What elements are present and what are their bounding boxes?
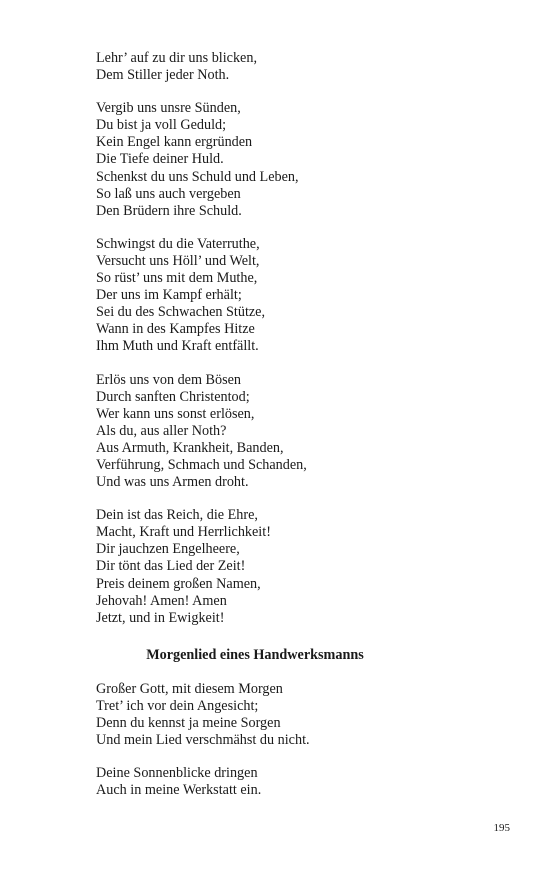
verse-line: Großer Gott, mit diesem Morgen: [96, 680, 283, 697]
verse-line: Den Brüdern ihre Schuld.: [96, 202, 242, 219]
verse-line: Auch in meine Werkstatt ein.: [96, 782, 262, 799]
verse-line: Wer kann uns sonst erlösen,: [96, 405, 255, 422]
verse-line: Die Tiefe deiner Huld.: [96, 151, 224, 168]
page-number: 195: [493, 822, 510, 834]
verse-line: Du bist ja voll Geduld;: [96, 117, 227, 134]
page-body: [96, 50, 516, 815]
verse-line: Aus Armuth, Krankheit, Banden,: [96, 439, 284, 456]
stanza: [96, 765, 516, 799]
stanza: [96, 372, 516, 492]
verse-line: Vergib uns unsre Sünden,: [96, 100, 241, 117]
verse-line: Kein Engel kann ergründen: [96, 134, 253, 151]
verse-line: Ihm Muth und Kraft entfällt.: [96, 338, 259, 355]
verse-line: Dir jauchzen Engelheere,: [96, 541, 240, 558]
verse-line: Jetzt, und in Ewigkeit!: [96, 609, 225, 626]
verse-line: Erlös uns von dem Bösen: [96, 371, 242, 388]
verse-line: Tret’ ich vor dein Angesicht;: [96, 698, 259, 714]
verse-line: Macht, Kraft und Herrlichkeit!: [96, 524, 271, 541]
stanza: [96, 100, 516, 220]
poem-section-after: [96, 681, 516, 800]
verse-line: Und was uns Armen droht.: [96, 474, 249, 491]
verse-line: Denn du kennst ja meine Sorgen: [96, 715, 281, 732]
verse-line: Dir tönt das Lied der Zeit!: [96, 558, 246, 575]
stanza: [96, 50, 516, 84]
verse-line: Verführung, Schmach und Schanden,: [96, 456, 307, 473]
verse-line: Versucht uns Höll’ und Welt,: [96, 252, 260, 269]
stanza: [96, 236, 516, 356]
poem-heading: Morgenlied eines Handwerksmanns: [146, 646, 364, 663]
verse-line: Und mein Lied verschmähst du nicht.: [96, 732, 310, 749]
stanza: [96, 507, 516, 627]
verse-line: Dein ist das Reich, die Ehre,: [96, 507, 258, 524]
verse-line: Als du, aus aller Noth?: [96, 422, 227, 439]
poem-section-before: [96, 50, 516, 627]
verse-line: Jehovah! Amen! Amen: [96, 592, 227, 609]
verse-line: So rüst’ uns mit dem Muthe,: [96, 270, 258, 287]
verse-line: Preis deinem großen Namen,: [96, 575, 261, 592]
verse-line: Schenkst du uns Schuld und Leben,: [96, 168, 299, 185]
verse-line: Schwingst du die Vaterruthe,: [96, 235, 260, 252]
stanza: [96, 681, 516, 749]
verse-line: Deine Sonnenblicke dringen: [96, 765, 258, 782]
verse-line: So laß uns auch vergeben: [96, 185, 241, 202]
verse-line: Dem Stiller jeder Noth.: [96, 67, 230, 84]
verse-line: Der uns im Kampf erhält;: [96, 287, 242, 304]
verse-line: Durch sanften Christentod;: [96, 388, 250, 405]
verse-line: Sei du des Schwachen Stütze,: [96, 304, 266, 321]
verse-line: Lehr’ auf zu dir uns blicken,: [96, 50, 257, 66]
verse-line: Wann in des Kampfes Hitze: [96, 321, 255, 338]
